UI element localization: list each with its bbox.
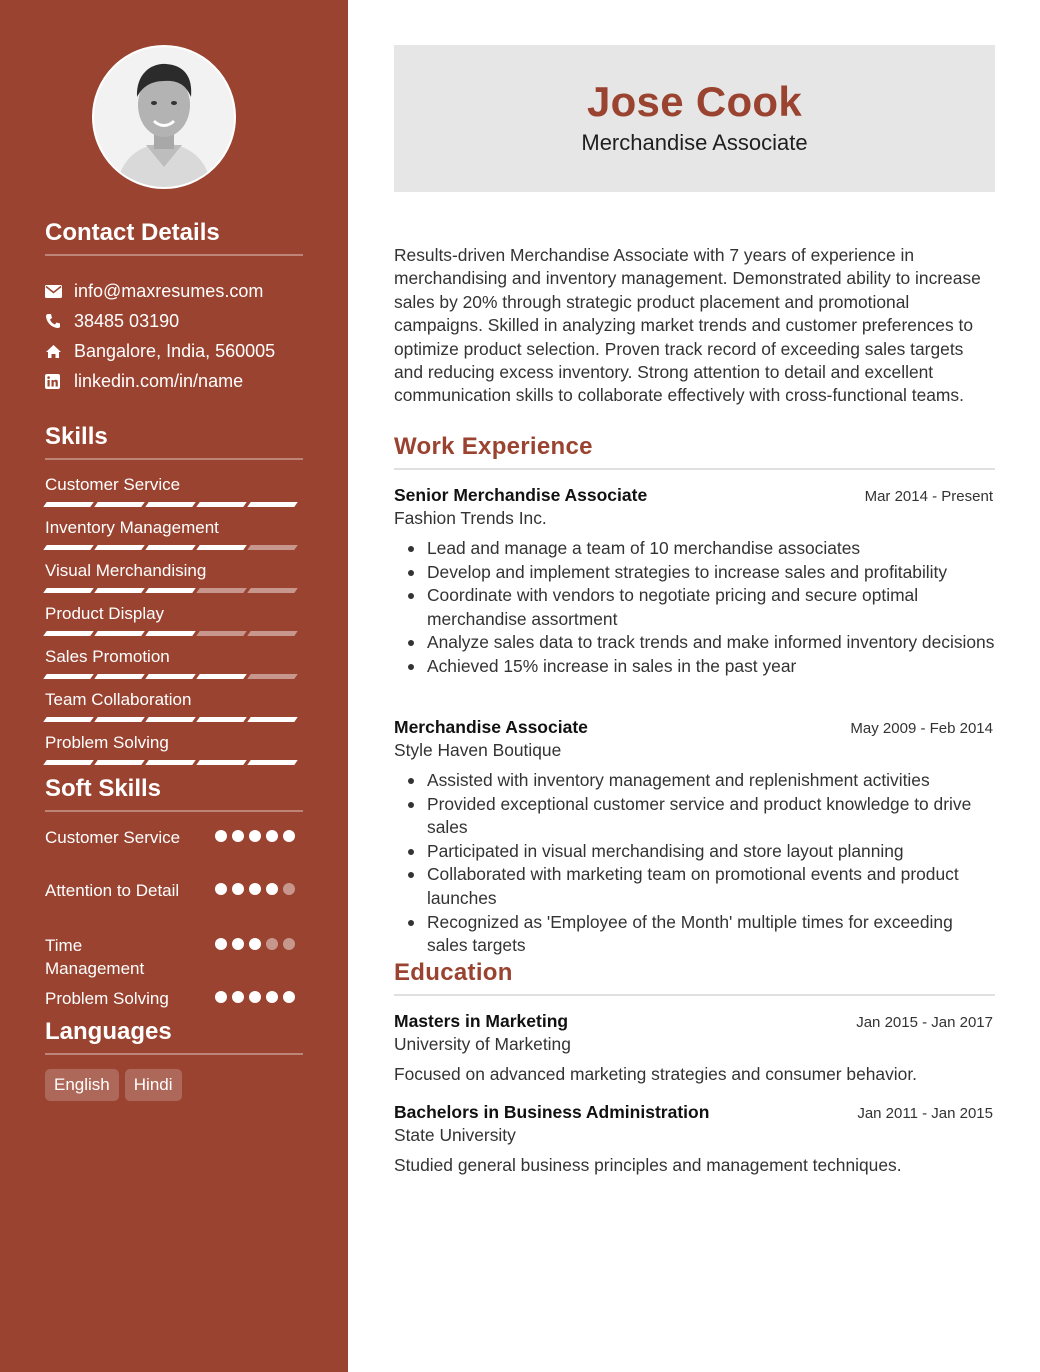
skill-rating-bar bbox=[45, 502, 303, 507]
skill-bar-segment bbox=[145, 502, 196, 507]
job-responsibilities bbox=[394, 769, 995, 958]
languages-list bbox=[45, 1069, 303, 1101]
job-company: Fashion Trends Inc. bbox=[394, 508, 547, 528]
linkedin-icon bbox=[45, 374, 74, 389]
rating-dot bbox=[215, 883, 227, 895]
soft-skill-item bbox=[45, 934, 303, 987]
school-name: State University bbox=[394, 1125, 516, 1145]
skill-name: Problem Solving bbox=[45, 733, 169, 752]
rating-dot bbox=[249, 883, 261, 895]
email-icon bbox=[45, 285, 74, 298]
skill-bar-segment bbox=[94, 502, 145, 507]
skill-bar-segment bbox=[247, 502, 298, 507]
skill-bar-segment bbox=[196, 717, 247, 722]
soft-skills-heading: Soft Skills bbox=[45, 774, 303, 812]
list-item: Provided exceptional customer service and product knowledge to drive sales bbox=[394, 793, 995, 840]
skill-bar-segment bbox=[94, 717, 145, 722]
rating-dot bbox=[266, 991, 278, 1003]
soft-skills-list bbox=[45, 826, 303, 1011]
skill-bar-segment bbox=[247, 674, 298, 679]
soft-skill-rating bbox=[215, 987, 295, 1011]
email-text: info@maxresumes.com bbox=[74, 280, 264, 301]
skill-rating-bar bbox=[45, 588, 303, 593]
skill-bar-segment bbox=[145, 717, 196, 722]
list-item: Recognized as 'Employee of the Month' multiple times for exceeding sales targets bbox=[394, 911, 995, 958]
job-company: Style Haven Boutique bbox=[394, 740, 562, 760]
skill-bar-segment bbox=[43, 588, 94, 593]
job-responsibilities bbox=[394, 537, 995, 679]
skill-rating-bar bbox=[45, 674, 303, 679]
skill-bar-segment bbox=[145, 760, 196, 765]
skill-name: Visual Merchandising bbox=[45, 561, 207, 580]
degree-title: Bachelors in Business Administration bbox=[394, 1102, 710, 1122]
candidate-title: Merchandise Associate bbox=[581, 130, 808, 155]
soft-skills-section bbox=[45, 774, 303, 1011]
job-dates: May 2009 - Feb 2014 bbox=[850, 720, 993, 737]
address-text: Bangalore, India, 560005 bbox=[74, 340, 276, 361]
skill-item bbox=[45, 474, 303, 517]
skill-bar-segment bbox=[196, 760, 247, 765]
job-title: Merchandise Associate bbox=[394, 717, 588, 737]
rating-dot bbox=[283, 883, 295, 895]
contact-linkedin[interactable] bbox=[45, 366, 303, 396]
soft-skill-item bbox=[45, 826, 303, 879]
contact-phone[interactable] bbox=[45, 306, 303, 336]
skill-item bbox=[45, 689, 303, 732]
rating-dot bbox=[249, 938, 261, 950]
job-entry bbox=[394, 716, 995, 958]
skill-bar-segment bbox=[247, 760, 298, 765]
soft-skill-rating bbox=[215, 879, 295, 934]
skill-bar-segment bbox=[145, 674, 196, 679]
contact-list bbox=[45, 276, 303, 396]
job-dates: Mar 2014 - Present bbox=[864, 488, 993, 505]
rating-dot bbox=[232, 830, 244, 842]
education-dates: Jan 2011 - Jan 2015 bbox=[857, 1105, 993, 1122]
skill-bar-segment bbox=[196, 588, 247, 593]
phone-text: 38485 03190 bbox=[74, 310, 180, 331]
rating-dot bbox=[249, 991, 261, 1003]
skill-bar-segment bbox=[43, 717, 94, 722]
skill-rating-bar bbox=[45, 631, 303, 636]
contact-heading: Contact Details bbox=[45, 218, 303, 256]
job-header bbox=[394, 716, 995, 739]
job-title: Senior Merchandise Associate bbox=[394, 485, 648, 505]
skill-name: Customer Service bbox=[45, 475, 181, 494]
rating-dot bbox=[283, 991, 295, 1003]
skill-rating-bar bbox=[45, 760, 303, 765]
language-tag: Hindi bbox=[125, 1069, 182, 1101]
skill-bar-segment bbox=[145, 631, 196, 636]
skill-bar-segment bbox=[94, 631, 145, 636]
work-experience-heading: Work Experience bbox=[394, 432, 995, 470]
education-entry bbox=[394, 1010, 995, 1086]
skill-item bbox=[45, 646, 303, 689]
skill-bar-segment bbox=[196, 545, 247, 550]
rating-dot bbox=[283, 830, 295, 842]
rating-dot bbox=[266, 883, 278, 895]
rating-dot bbox=[215, 938, 227, 950]
rating-dot bbox=[215, 830, 227, 842]
skill-bar-segment bbox=[43, 760, 94, 765]
education-header bbox=[394, 1101, 995, 1124]
skill-bar-segment bbox=[196, 631, 247, 636]
rating-dot bbox=[215, 991, 227, 1003]
contact-section bbox=[45, 218, 303, 396]
rating-dot bbox=[266, 938, 278, 950]
skill-rating-bar bbox=[45, 717, 303, 722]
skill-rating-bar bbox=[45, 545, 303, 550]
skill-bar-segment bbox=[196, 502, 247, 507]
skill-name: Sales Promotion bbox=[45, 647, 170, 666]
list-item: Coordinate with vendors to negotiate pricing and secure optimal merchandise assortment bbox=[394, 584, 995, 631]
candidate-name: Jose Cook bbox=[586, 78, 803, 125]
education-heading: Education bbox=[394, 958, 995, 996]
soft-skill-name: Attention to Detail bbox=[45, 881, 180, 900]
education-header bbox=[394, 1010, 995, 1033]
contact-email[interactable] bbox=[45, 276, 303, 306]
job-entry bbox=[394, 484, 995, 679]
soft-skill-name: Time Management bbox=[45, 936, 145, 978]
skill-bar-segment bbox=[43, 502, 94, 507]
soft-skill-item bbox=[45, 879, 303, 934]
portrait-photo-icon bbox=[94, 47, 234, 187]
skill-bar-segment bbox=[247, 717, 298, 722]
skill-bar-segment bbox=[43, 545, 94, 550]
list-item: Assisted with inventory management and replenishment activities bbox=[394, 769, 995, 793]
job-header bbox=[394, 484, 995, 507]
rating-dot bbox=[232, 991, 244, 1003]
soft-skill-name: Customer Service bbox=[45, 828, 181, 847]
skill-name: Team Collaboration bbox=[45, 690, 192, 709]
languages-heading: Languages bbox=[45, 1017, 303, 1055]
home-icon bbox=[45, 344, 74, 359]
education-entry bbox=[394, 1101, 995, 1177]
skill-item bbox=[45, 732, 303, 775]
skill-bar-segment bbox=[196, 674, 247, 679]
list-item: Achieved 15% increase in sales in the past year bbox=[394, 655, 995, 679]
skill-item bbox=[45, 560, 303, 603]
skill-item bbox=[45, 517, 303, 560]
skill-bar-segment bbox=[247, 631, 298, 636]
contact-address bbox=[45, 336, 303, 366]
skills-heading: Skills bbox=[45, 422, 303, 460]
skills-list bbox=[45, 474, 303, 775]
education-description: Focused on advanced marketing strategies and consumer behavior. bbox=[394, 1064, 917, 1084]
soft-skill-item bbox=[45, 987, 303, 1011]
resume-header bbox=[394, 45, 995, 192]
skill-bar-segment bbox=[43, 631, 94, 636]
soft-skill-rating bbox=[215, 826, 295, 879]
skill-bar-segment bbox=[247, 545, 298, 550]
list-item: Participated in visual merchandising and store layout planning bbox=[394, 840, 995, 864]
rating-dot bbox=[266, 830, 278, 842]
skill-bar-segment bbox=[94, 760, 145, 765]
education-dates: Jan 2015 - Jan 2017 bbox=[856, 1014, 993, 1031]
list-item: Lead and manage a team of 10 merchandise associates bbox=[394, 537, 995, 561]
skill-bar-segment bbox=[94, 545, 145, 550]
profile-summary: Results-driven Merchandise Associate with 7 years of experience in merchandising and inventory management. Demonstrated ability to increase sales by 20% through strategic product placement and promotional campaigns. Skilled in analyzing market trends and customer preferences to optimize product selection. Proven track record of exceeding sales targets and reducing excess inventory. Strong attention to detail and excellent communication skills to collaborate effectively with cross-functional teams. bbox=[394, 245, 981, 406]
linkedin-text: linkedin.com/in/name bbox=[74, 370, 244, 391]
skill-bar-segment bbox=[145, 545, 196, 550]
sidebar bbox=[0, 0, 348, 1372]
skill-bar-segment bbox=[43, 674, 94, 679]
rating-dot bbox=[283, 938, 295, 950]
avatar bbox=[92, 45, 236, 189]
languages-section bbox=[45, 1017, 303, 1101]
skill-name: Inventory Management bbox=[45, 518, 219, 537]
soft-skill-name: Problem Solving bbox=[45, 989, 169, 1008]
skills-section bbox=[45, 422, 303, 775]
education-description: Studied general business principles and management techniques. bbox=[394, 1155, 902, 1175]
soft-skill-rating bbox=[215, 934, 295, 987]
skill-item bbox=[45, 603, 303, 646]
list-item: Collaborated with marketing team on promotional events and product launches bbox=[394, 863, 995, 910]
skill-bar-segment bbox=[94, 588, 145, 593]
rating-dot bbox=[232, 938, 244, 950]
rating-dot bbox=[249, 830, 261, 842]
list-item: Develop and implement strategies to increase sales and profitability bbox=[394, 561, 995, 585]
skill-bar-segment bbox=[94, 674, 145, 679]
language-tag: English bbox=[45, 1069, 119, 1101]
skill-bar-segment bbox=[247, 588, 298, 593]
skill-name: Product Display bbox=[45, 604, 165, 623]
list-item: Analyze sales data to track trends and make informed inventory decisions bbox=[394, 631, 995, 655]
rating-dot bbox=[232, 883, 244, 895]
phone-icon bbox=[45, 313, 74, 329]
school-name: University of Marketing bbox=[394, 1034, 571, 1054]
skill-bar-segment bbox=[145, 588, 196, 593]
degree-title: Masters in Marketing bbox=[394, 1011, 569, 1031]
